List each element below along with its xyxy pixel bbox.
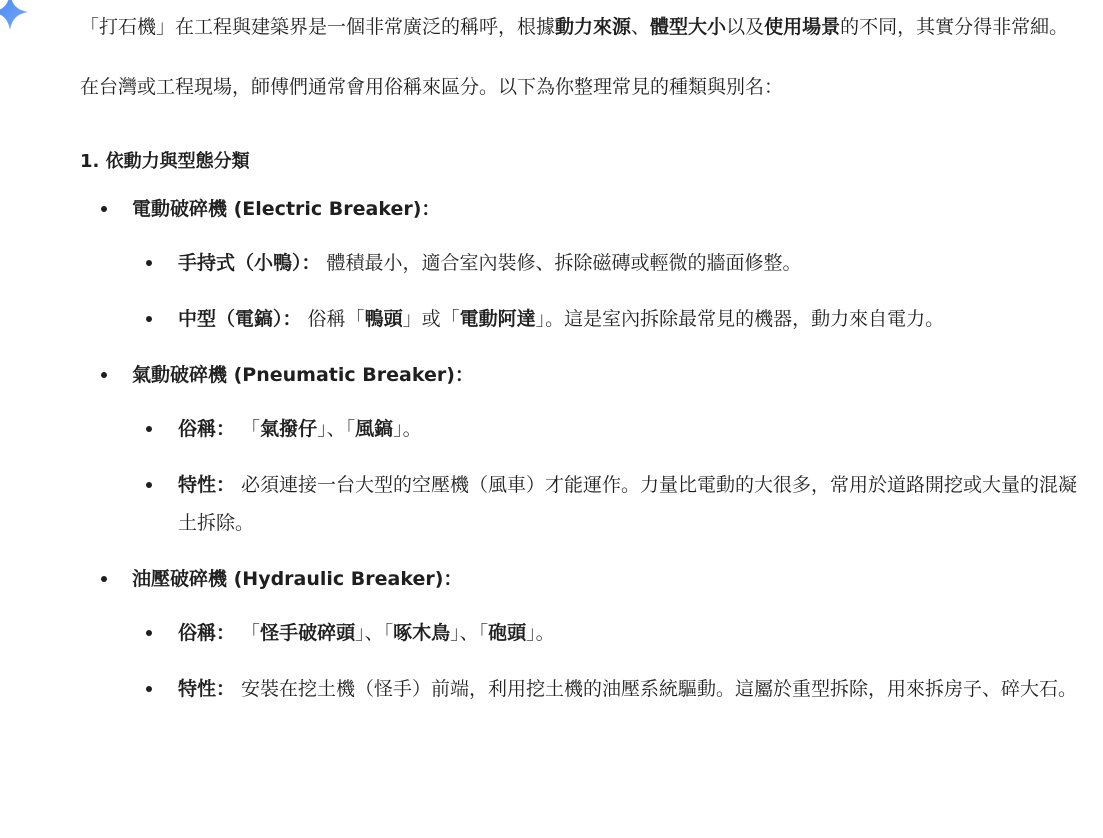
pneumatic-sublist: [132, 410, 1090, 542]
alias-name-1: 氣撥仔: [260, 418, 318, 440]
list-item-hydraulic: [80, 560, 1090, 708]
list-item-pneumatic-alias: [80, 410, 1090, 448]
intro-paragraph-1: [80, 8, 1090, 46]
alias-name-1: 怪手破碎頭: [260, 622, 356, 644]
medium-alias-2: 電動阿達: [459, 308, 536, 330]
alias-name-2: 風鎬: [355, 418, 394, 440]
intro-paragraph-2: 在台灣或工程現場，師傅們通常會用俗稱來區分。以下為你整理常見的種類與別名：: [80, 76, 784, 98]
alias-text: 」、「: [450, 622, 489, 644]
medium-text: 俗稱「: [301, 308, 365, 330]
emphasis-usage: 使用場景: [764, 16, 841, 38]
feature-text: 安裝在挖土機（怪手）前端，利用挖土機的油壓系統驅動。這屬於重型拆除，用來拆房子、碎大石。: [235, 678, 1078, 700]
medium-label: 中型（電鎬）：: [178, 308, 302, 330]
list-item-medium: [80, 300, 1090, 338]
feature-text: 必須連接一台大型的空壓機（風車）才能運作。力量比電動的大很多，常用於道路開挖或大量的混凝土拆除。: [178, 474, 1078, 534]
alias-text: 」。: [393, 418, 422, 440]
alias-text: 」、「: [317, 418, 356, 440]
intro-text: 、: [631, 16, 651, 38]
alias-name-2: 啄木鳥: [393, 622, 451, 644]
list-item-electric: [80, 190, 1090, 338]
emphasis-size: 體型大小: [650, 16, 727, 38]
alias-text: 」。: [526, 622, 555, 644]
intro-text: 「打石機」在工程與建築界是一個非常廣泛的稱呼，根據: [80, 16, 556, 38]
breaker-type-list: [80, 190, 1090, 708]
electric-sublist: [132, 244, 1090, 338]
hydraulic-sublist: [132, 614, 1090, 708]
alias-text: 「: [235, 622, 261, 644]
intro-text: 以及: [726, 16, 765, 38]
section-heading: 1. 依動力與型態分類: [80, 151, 250, 172]
list-item-hydraulic-alias: [80, 614, 1090, 652]
electric-title: 電動破碎機 (Electric Breaker)：: [132, 190, 1090, 228]
feature-label: 特性：: [178, 474, 236, 496]
handheld-text: 體積最小，適合室內裝修、拆除磁磚或輕微的牆面修整。: [320, 252, 802, 274]
list-item-pneumatic: [80, 356, 1090, 542]
list-item-hydraulic-feature: [80, 670, 1090, 708]
pneumatic-title: 氣動破碎機 (Pneumatic Breaker)：: [132, 356, 1090, 394]
medium-text: 」或「: [402, 308, 460, 330]
alias-label: 俗稱：: [178, 418, 236, 440]
alias-text: 」、「: [355, 622, 394, 644]
list-item-pneumatic-feature: [80, 466, 1090, 542]
hydraulic-title: 油壓破碎機 (Hydraulic Breaker)：: [132, 560, 1090, 598]
medium-text: 」。這是室內拆除最常見的機器，動力來自電力。: [535, 308, 945, 330]
intro-text: 的不同，其實分得非常細。: [840, 16, 1069, 38]
emphasis-power-source: 動力來源: [555, 16, 632, 38]
alias-text: 「: [235, 418, 261, 440]
alias-name-3: 砲頭: [488, 622, 527, 644]
alias-label: 俗稱：: [178, 622, 236, 644]
medium-alias-1: 鴨頭: [364, 308, 403, 330]
list-item-handheld: [80, 244, 1090, 282]
handheld-label: 手持式（小鴨）：: [178, 252, 321, 274]
response-body: [80, 8, 1090, 726]
sparkle-icon: [0, 0, 30, 32]
feature-label: 特性：: [178, 678, 236, 700]
